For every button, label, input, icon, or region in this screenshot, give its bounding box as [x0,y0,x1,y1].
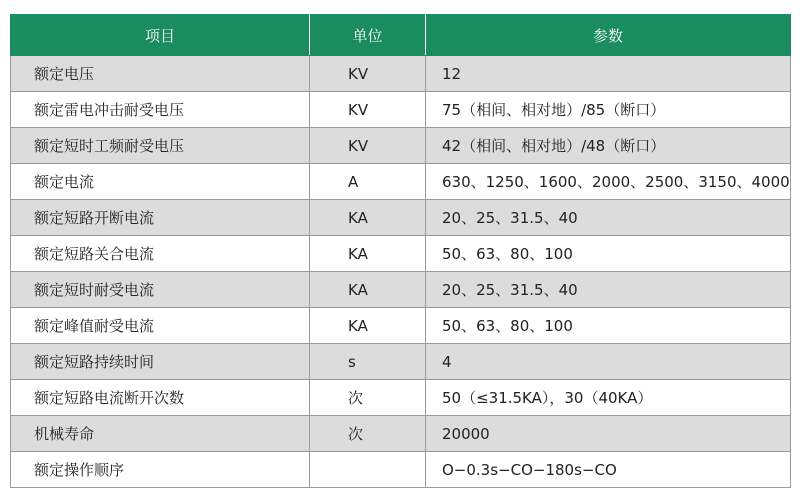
cell-unit: KV [310,92,426,128]
table-row [11,236,791,272]
cell-item: 机械寿命 [11,416,310,452]
cell-param: 50、63、80、100 [426,308,791,344]
cell-item: 额定电压 [11,56,310,92]
cell-item: 额定短时工频耐受电压 [11,128,310,164]
cell-unit: KA [310,272,426,308]
cell-unit: 次 [310,416,426,452]
cell-unit: s [310,344,426,380]
cell-param: 20000 [426,416,791,452]
header-unit: 单位 [310,15,426,56]
table-row [11,164,791,200]
cell-param: O−0.3s−CO−180s−CO [426,452,791,488]
table-row [11,128,791,164]
cell-item: 额定短路关合电流 [11,236,310,272]
cell-unit: KA [310,308,426,344]
cell-unit: KA [310,200,426,236]
table-row [11,416,791,452]
cell-param: 4 [426,344,791,380]
table-row [11,452,791,488]
cell-unit: A [310,164,426,200]
cell-param: 20、25、31.5、40 [426,200,791,236]
table-row [11,92,791,128]
cell-item: 额定短路开断电流 [11,200,310,236]
cell-param: 42（相间、相对地）/48（断口） [426,128,791,164]
cell-item: 额定短路电流断开次数 [11,380,310,416]
cell-item: 额定操作顺序 [11,452,310,488]
table-row [11,200,791,236]
table-row [11,308,791,344]
header-item: 项目 [11,15,310,56]
table-body [11,56,791,488]
cell-param: 50（≤31.5KA），30（40KA） [426,380,791,416]
cell-param: 630、1250、1600、2000、2500、3150、4000 [426,164,791,200]
cell-param: 12 [426,56,791,92]
cell-unit: KA [310,236,426,272]
cell-unit: 次 [310,380,426,416]
cell-item: 额定雷电冲击耐受电压 [11,92,310,128]
cell-param: 50、63、80、100 [426,236,791,272]
header-param: 参数 [426,15,791,56]
cell-item: 额定短时耐受电流 [11,272,310,308]
cell-item: 额定电流 [11,164,310,200]
cell-unit: KV [310,128,426,164]
header-row [11,15,791,56]
spec-table [10,14,791,488]
table-row [11,380,791,416]
table-row [11,272,791,308]
cell-unit [310,452,426,488]
table-header [11,15,791,56]
cell-item: 额定峰值耐受电流 [11,308,310,344]
table-row [11,56,791,92]
cell-item: 额定短路持续时间 [11,344,310,380]
cell-unit: KV [310,56,426,92]
table-row [11,344,791,380]
cell-param: 20、25、31.5、40 [426,272,791,308]
cell-param: 75（相间、相对地）/85（断口） [426,92,791,128]
